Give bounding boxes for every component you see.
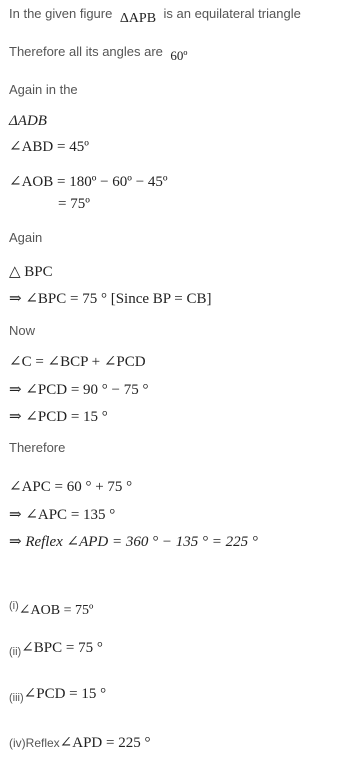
answer-iii-label: (iii): [9, 692, 24, 704]
angle-c-sum: ∠C = ∠BCP + ∠PCD: [9, 354, 146, 370]
angle-pcd-calc: ⇒ ∠PCD = 90 ° − 75 °: [9, 382, 149, 398]
answer-ii-label: (ii): [9, 646, 22, 658]
angle-aob-result: = 75º: [58, 196, 90, 212]
answer-ii: [9, 638, 103, 657]
intro-text-end: is an equilateral triangle: [163, 6, 301, 21]
answer-i-math: ∠AOB = 75º: [18, 603, 94, 618]
angle-value: 60º: [170, 48, 188, 63]
answer-iv-math: ∠APD = 225 °: [59, 735, 151, 751]
answer-ii-math: ∠BPC = 75 °: [21, 640, 103, 656]
triangle-adb: ΔADB: [9, 113, 47, 129]
angle-apc-sum: ∠APC = 60 ° + 75 °: [9, 479, 133, 495]
triangle-apb: ΔAPB: [119, 11, 157, 26]
therefore-line: Therefore: [9, 440, 66, 455]
angle-apc-result: ⇒ ∠APC = 135 °: [9, 507, 116, 523]
answer-iv-label: (iv)Reflex: [9, 736, 60, 750]
angles-line: [9, 43, 187, 61]
intro-line: [9, 5, 301, 26]
angles-text: Therefore all its angles are: [9, 44, 163, 59]
answer-iii: [9, 684, 106, 703]
now-line: Now: [9, 323, 36, 338]
angle-bpc: ⇒ ∠BPC = 75 ° [Since BP = CB]: [9, 291, 212, 307]
answer-i: [9, 601, 93, 619]
again-in-line: Again in the: [9, 82, 78, 97]
answer-iii-math: ∠PCD = 15 °: [23, 686, 107, 702]
answer-i-label: (i): [9, 600, 19, 612]
triangle-bpc: △ BPC: [9, 264, 53, 280]
answer-iv: [9, 733, 150, 752]
intro-text: In the given figure: [9, 6, 113, 21]
angle-abd: ∠ABD = 45º: [9, 139, 89, 155]
again-line: Again: [9, 230, 43, 245]
reflex-apd: ⇒ Reflex ∠APD = 360 ° − 135 ° = 225 °: [9, 534, 258, 550]
angle-aob-calc: ∠AOB = 180º − 60º − 45º: [9, 174, 168, 190]
angle-pcd-result: ⇒ ∠PCD = 15 °: [9, 409, 108, 425]
